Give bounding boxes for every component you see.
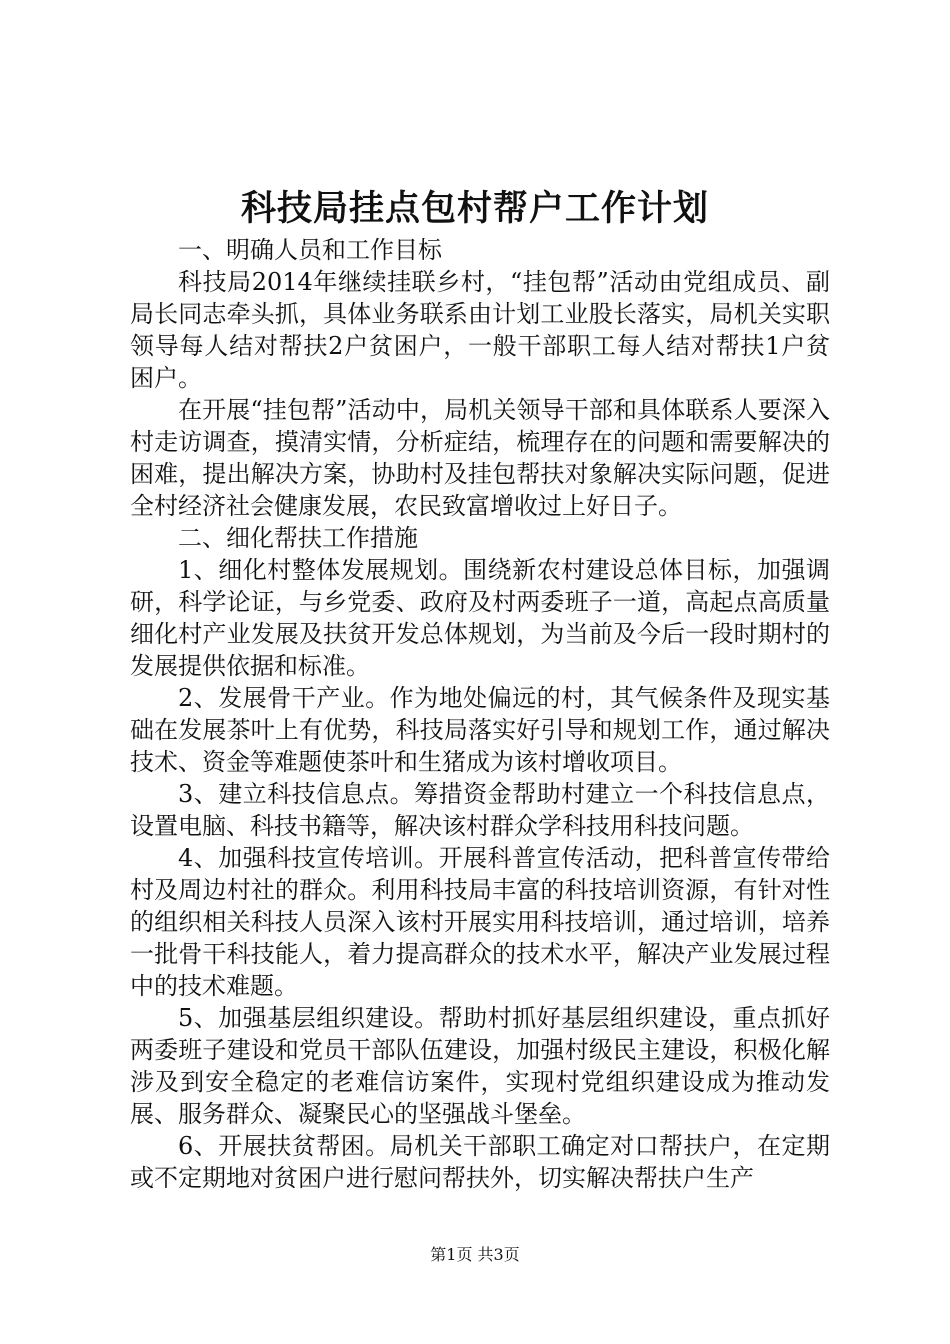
measure-item-2: 2、发展骨干产业。作为地处偏远的村，其气候条件及现实基础在发展茶叶上有优势，科技局落实好引导和规划工作，通过解决技术、资金等难题使茶叶和生猪成为该村增收项目。 <box>130 684 830 776</box>
measure-item-1: 1、细化村整体发展规划。围绕新农村建设总体目标，加强调研，科学论证，与乡党委、政府及村两委班子一道，高起点高质量细化村产业发展及扶贫开发总体规划，为当前及今后一段时期村的发展提供依据和标准。 <box>130 556 830 680</box>
document-body <box>130 234 830 1194</box>
measure-item-3: 3、建立科技信息点。筹措资金帮助村建立一个科技信息点，设置电脑、科技书籍等，解决该村群众学科技用科技问题。 <box>130 780 830 840</box>
page-footer: 第1页 共3页 <box>430 1245 520 1264</box>
document-title: 科技局挂点包村帮户工作计划 <box>240 188 709 229</box>
measure-item-6: 6、开展扶贫帮困。局机关干部职工确定对口帮扶户，在定期或不定期地对贫困户进行慰问帮扶外，切实解决帮扶户生产 <box>130 1132 830 1192</box>
measure-item-5: 5、加强基层组织建设。帮助村抓好基层组织建设，重点抓好两委班子建设和党员干部队伍建设，加强村级民主建设，积极化解涉及到安全稳定的老难信访案件，实现村党组织建设成为推动发展、服务群众、凝聚民心的坚强战斗堡垒。 <box>130 1004 830 1128</box>
measure-item-4: 4、加强科技宣传培训。开展科普宣传活动，把科普宣传带给村及周边村社的群众。利用科技局丰富的科技培训资源，有针对性的组织相关科技人员深入该村开展实用科技培训，通过培训，培养一批骨干科技能人，着力提高群众的技术水平，解决产业发展过程中的技术难题。 <box>130 844 830 1000</box>
section-heading-2: 二、细化帮扶工作措施 <box>178 524 418 552</box>
body-paragraph: 在开展“挂包帮”活动中，局机关领导干部和具体联系人要深入村走访调查，摸清实情，分析症结，梳理存在的问题和需要解决的困难，提出解决方案，协助村及挂包帮扶对象解决实际问题，促进全村经济社会健康发展，农民致富增收过上好日子。 <box>130 396 830 520</box>
body-paragraph: 科技局2014年继续挂联乡村，“挂包帮”活动由党组成员、副局长同志牵头抓，具体业务联系由计划工业股长落实，局机关实职领导每人结对帮扶2户贫困户，一般干部职工每人结对帮扶1户贫困户。 <box>130 268 830 392</box>
section-heading-1: 一、明确人员和工作目标 <box>178 236 442 264</box>
